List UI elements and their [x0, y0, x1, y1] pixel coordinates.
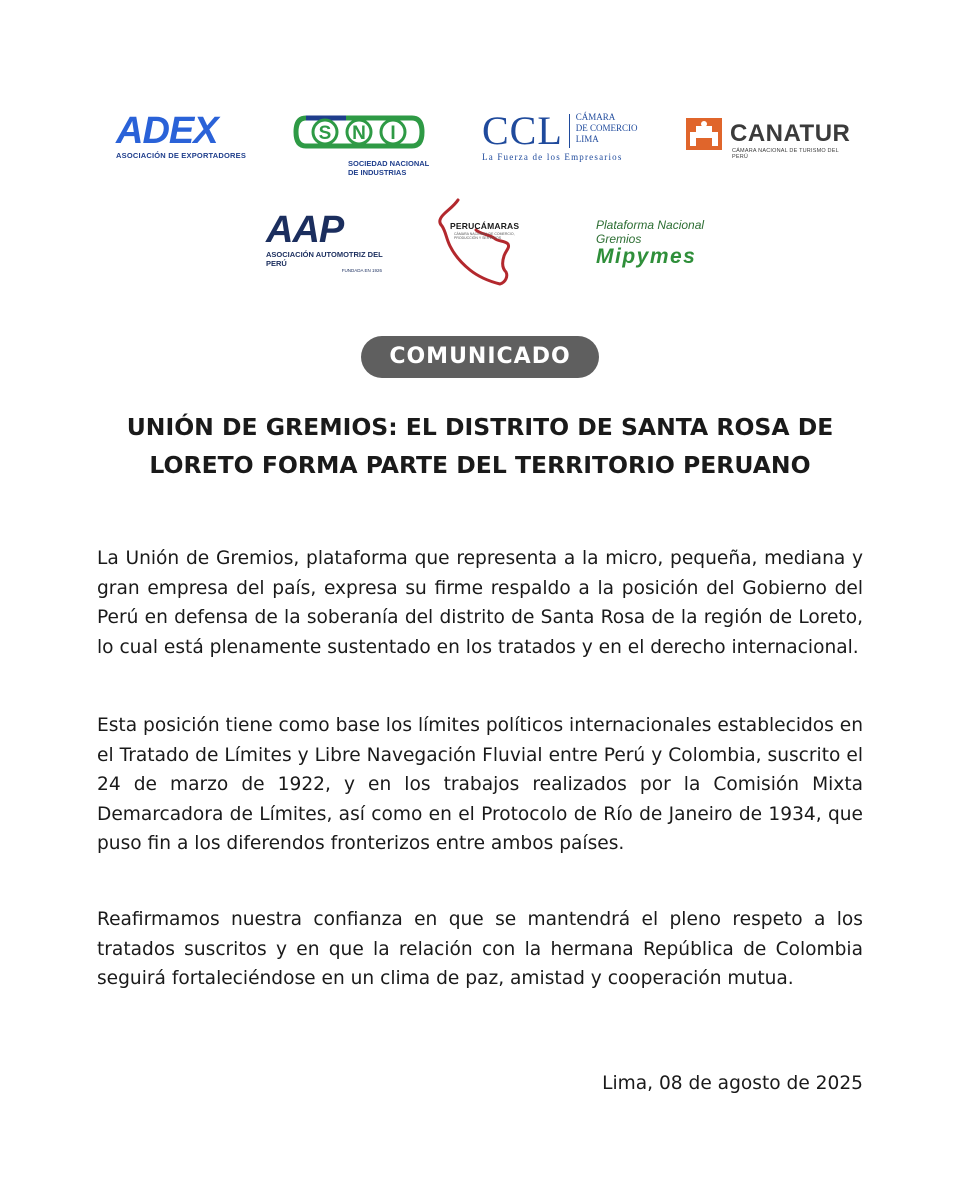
aap-logo-name: AAP [266, 209, 344, 251]
paragraph-1: La Unión de Gremios, plataforma que representa a la micro, pequeña, mediana y gran empresa del país, expresa su firme respaldo a la posición del Gobierno del Perú en defensa de la soberanía del distrito de Santa Rosa de la región de Loreto, lo cual está plenamente sustentado en los tratados y en el derecho internacional. [97, 548, 863, 658]
canatur-logo-subtitle: CÁMARA NACIONAL DE TURISMO DEL PERÚ [732, 148, 839, 160]
ccl-logo-side [576, 112, 638, 145]
mipymes-logo-name: Mipymes [596, 245, 697, 268]
aap-logo-subtitle: ASOCIACIÓN AUTOMOTRIZ DEL PERÚ [266, 250, 383, 268]
comunicado-badge: COMUNICADO [361, 336, 599, 378]
canatur-logo [686, 118, 856, 160]
mipymes-logo [596, 218, 746, 268]
ccl-side-line2: DE COMERCIO [575, 123, 638, 133]
sni-logo [292, 112, 432, 177]
ccl-logo-name: CCL [482, 108, 563, 153]
sni-subtitle-line1: SOCIEDAD NACIONAL [348, 159, 430, 168]
canatur-icon [686, 118, 722, 150]
adex-logo [116, 112, 248, 160]
peru-map-icon [436, 198, 536, 286]
paragraph-3: Reafirmamos nuestra confianza en que se mantendrá el pleno respeto a los tratados suscritos y en que la relación con la hermana República de Colombia seguirá fortaleciéndose en un clima de paz, amistad y cooperación mutua. [97, 909, 863, 989]
perucamaras-logo-subtitle: CÁMARA NACIONAL DE COMERCIO, PRODUCCIÓN Y SERVICIOS [454, 232, 515, 240]
aap-logo [266, 209, 396, 273]
page-title [80, 408, 880, 484]
mipymes-logo-top: Plataforma Nacional Gremios [596, 218, 705, 246]
perucamaras-logo [436, 198, 536, 286]
canatur-logo-name: CANATUR [730, 120, 851, 147]
ccl-side-line3: LIMA [575, 134, 599, 144]
sni-subtitle-line2: DE INDUSTRIAS [348, 168, 407, 177]
title-line1: UNIÓN DE GREMIOS: EL DISTRITO DE SANTA ROSA DE [126, 413, 834, 441]
ccl-logo-tagline: La Fuerza de los Empresarios [482, 152, 623, 162]
paragraph-2: Esta posición tiene como base los límites políticos internacionales establecidos en el Tratado de Límites y Libre Navegación Fluvial entre Perú y Colombia, suscrito el 24 de marzo de 1922, y en los trabajos realizados por la Comisión Mixta Demarcadora de Límites, así como en el Protocolo de Río de Janeiro de 1934, que puso fin a los diferendos fronterizos entre ambos países. [97, 715, 863, 854]
title-line2: LORETO FORMA PARTE DEL TERRITORIO PERUANO [149, 451, 811, 479]
sni-letter-n: N [352, 123, 366, 144]
sni-logo-mark [292, 112, 426, 152]
ccl-side-line1: CÁMARA [575, 112, 616, 122]
sni-logo-subtitle [348, 159, 432, 177]
sni-letter-i: I [390, 123, 396, 144]
perucamaras-logo-name: PERUCÁMARAS [450, 221, 520, 231]
place-date-signoff: Lima, 08 de agosto de 2025 [602, 1073, 863, 1094]
adex-logo-name: ADEX [116, 110, 218, 152]
adex-logo-subtitle: ASOCIACIÓN DE EXPORTADORES [116, 151, 247, 160]
aap-logo-founded: FUNDADA EN 1926 [341, 268, 382, 273]
sni-letter-s: S [318, 123, 332, 144]
ccl-logo [482, 108, 652, 162]
ccl-logo-divider [569, 114, 570, 148]
